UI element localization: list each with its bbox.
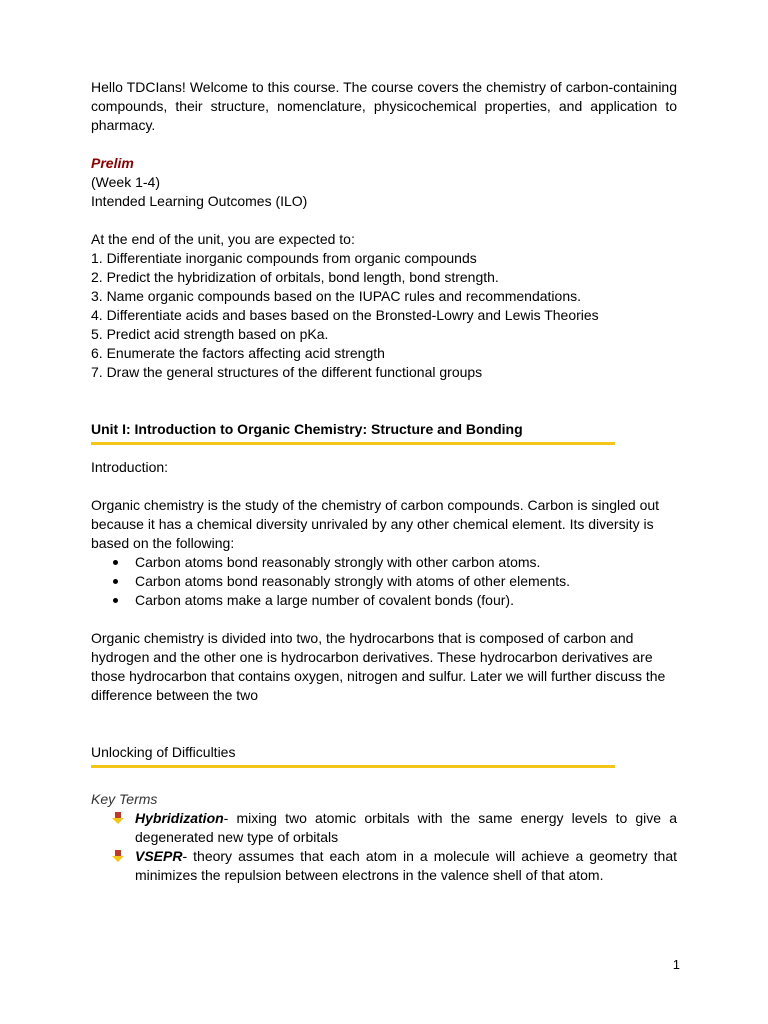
page-number: 1 [672, 957, 680, 972]
bullet-icon [113, 560, 118, 565]
unit-paragraph-2: Organic chemistry is divided into two, the hydrocarbons that is composed of carbon and hydrogen and the other one is hydrocarbon derivatives. These hydrocarbon derivatives are those hydrocarbon that contains oxygen, nitrogen and sulfur. Later we will further discuss the difference between the two [91, 630, 666, 703]
term-definition: - mixing two atomic orbitals with the same energy levels to give a degenerated new type of orbitals [135, 810, 677, 845]
key-terms-list [91, 809, 677, 885]
term-definition: - theory assumes that each atom in a molecule will achieve a geometry that minimizes the repulsion between electrons in the valence shell of that atom. [135, 848, 677, 883]
outcome-item: 3. Name organic compounds based on the IUPAC rules and recommendations. [91, 288, 582, 304]
outcome-item: 1. Differentiate inorganic compounds from organic compounds [91, 250, 477, 266]
outcome-item: 5. Predict acid strength based on pKa. [91, 326, 329, 342]
bullet-icon [113, 598, 118, 603]
unit-paragraph-1: Organic chemistry is the study of the chemistry of carbon compounds. Carbon is singled out because it has a chemical diversity unrivaled by any other chemical element. Its diversity is based on the following: [91, 497, 660, 551]
intro-paragraph: Hello TDCIans! Welcome to this course. The course covers the chemistry of carbon-containing compounds, their structure, nomenclature, physicochemical properties, and application to pharmacy. [91, 79, 677, 133]
outcomes-lead: At the end of the unit, you are expected to: [91, 231, 355, 247]
list-item: Carbon atoms bond reasonably strongly with atoms of other elements. [91, 572, 677, 591]
introduction-label: Introduction: [91, 459, 169, 475]
unit-heading: Unit I: Introduction to Organic Chemistry: Structure and Bonding [91, 421, 523, 437]
list-item [91, 809, 677, 847]
term-name: VSEPR [135, 848, 183, 864]
term-name: Hybridization [135, 810, 224, 826]
list-item: Carbon atoms bond reasonably strongly with other carbon atoms. [91, 553, 677, 572]
outcome-item: 4. Differentiate acids and bases based on the Bronsted-Lowry and Lewis Theories [91, 307, 599, 323]
document-page [91, 78, 677, 885]
ilo-heading: Intended Learning Outcomes (ILO) [91, 193, 308, 209]
outcome-item: 6. Enumerate the factors affecting acid strength [91, 345, 385, 361]
key-terms-title: Key Terms [91, 791, 158, 807]
prelim-title: Prelim [91, 155, 134, 171]
diversity-bullet-list [91, 553, 677, 610]
prelim-weeks: (Week 1-4) [91, 174, 160, 190]
outcome-item: 2. Predict the hybridization of orbitals, bond length, bond strength. [91, 269, 499, 285]
bullet-icon [113, 579, 118, 584]
arrow-down-icon [111, 849, 125, 863]
outcome-item: 7. Draw the general structures of the different functional groups [91, 364, 483, 380]
difficulties-heading: Unlocking of Difficulties [91, 744, 236, 760]
list-item: Carbon atoms make a large number of covalent bonds (four). [91, 591, 677, 610]
arrow-down-icon [111, 811, 125, 825]
list-item [91, 847, 677, 885]
